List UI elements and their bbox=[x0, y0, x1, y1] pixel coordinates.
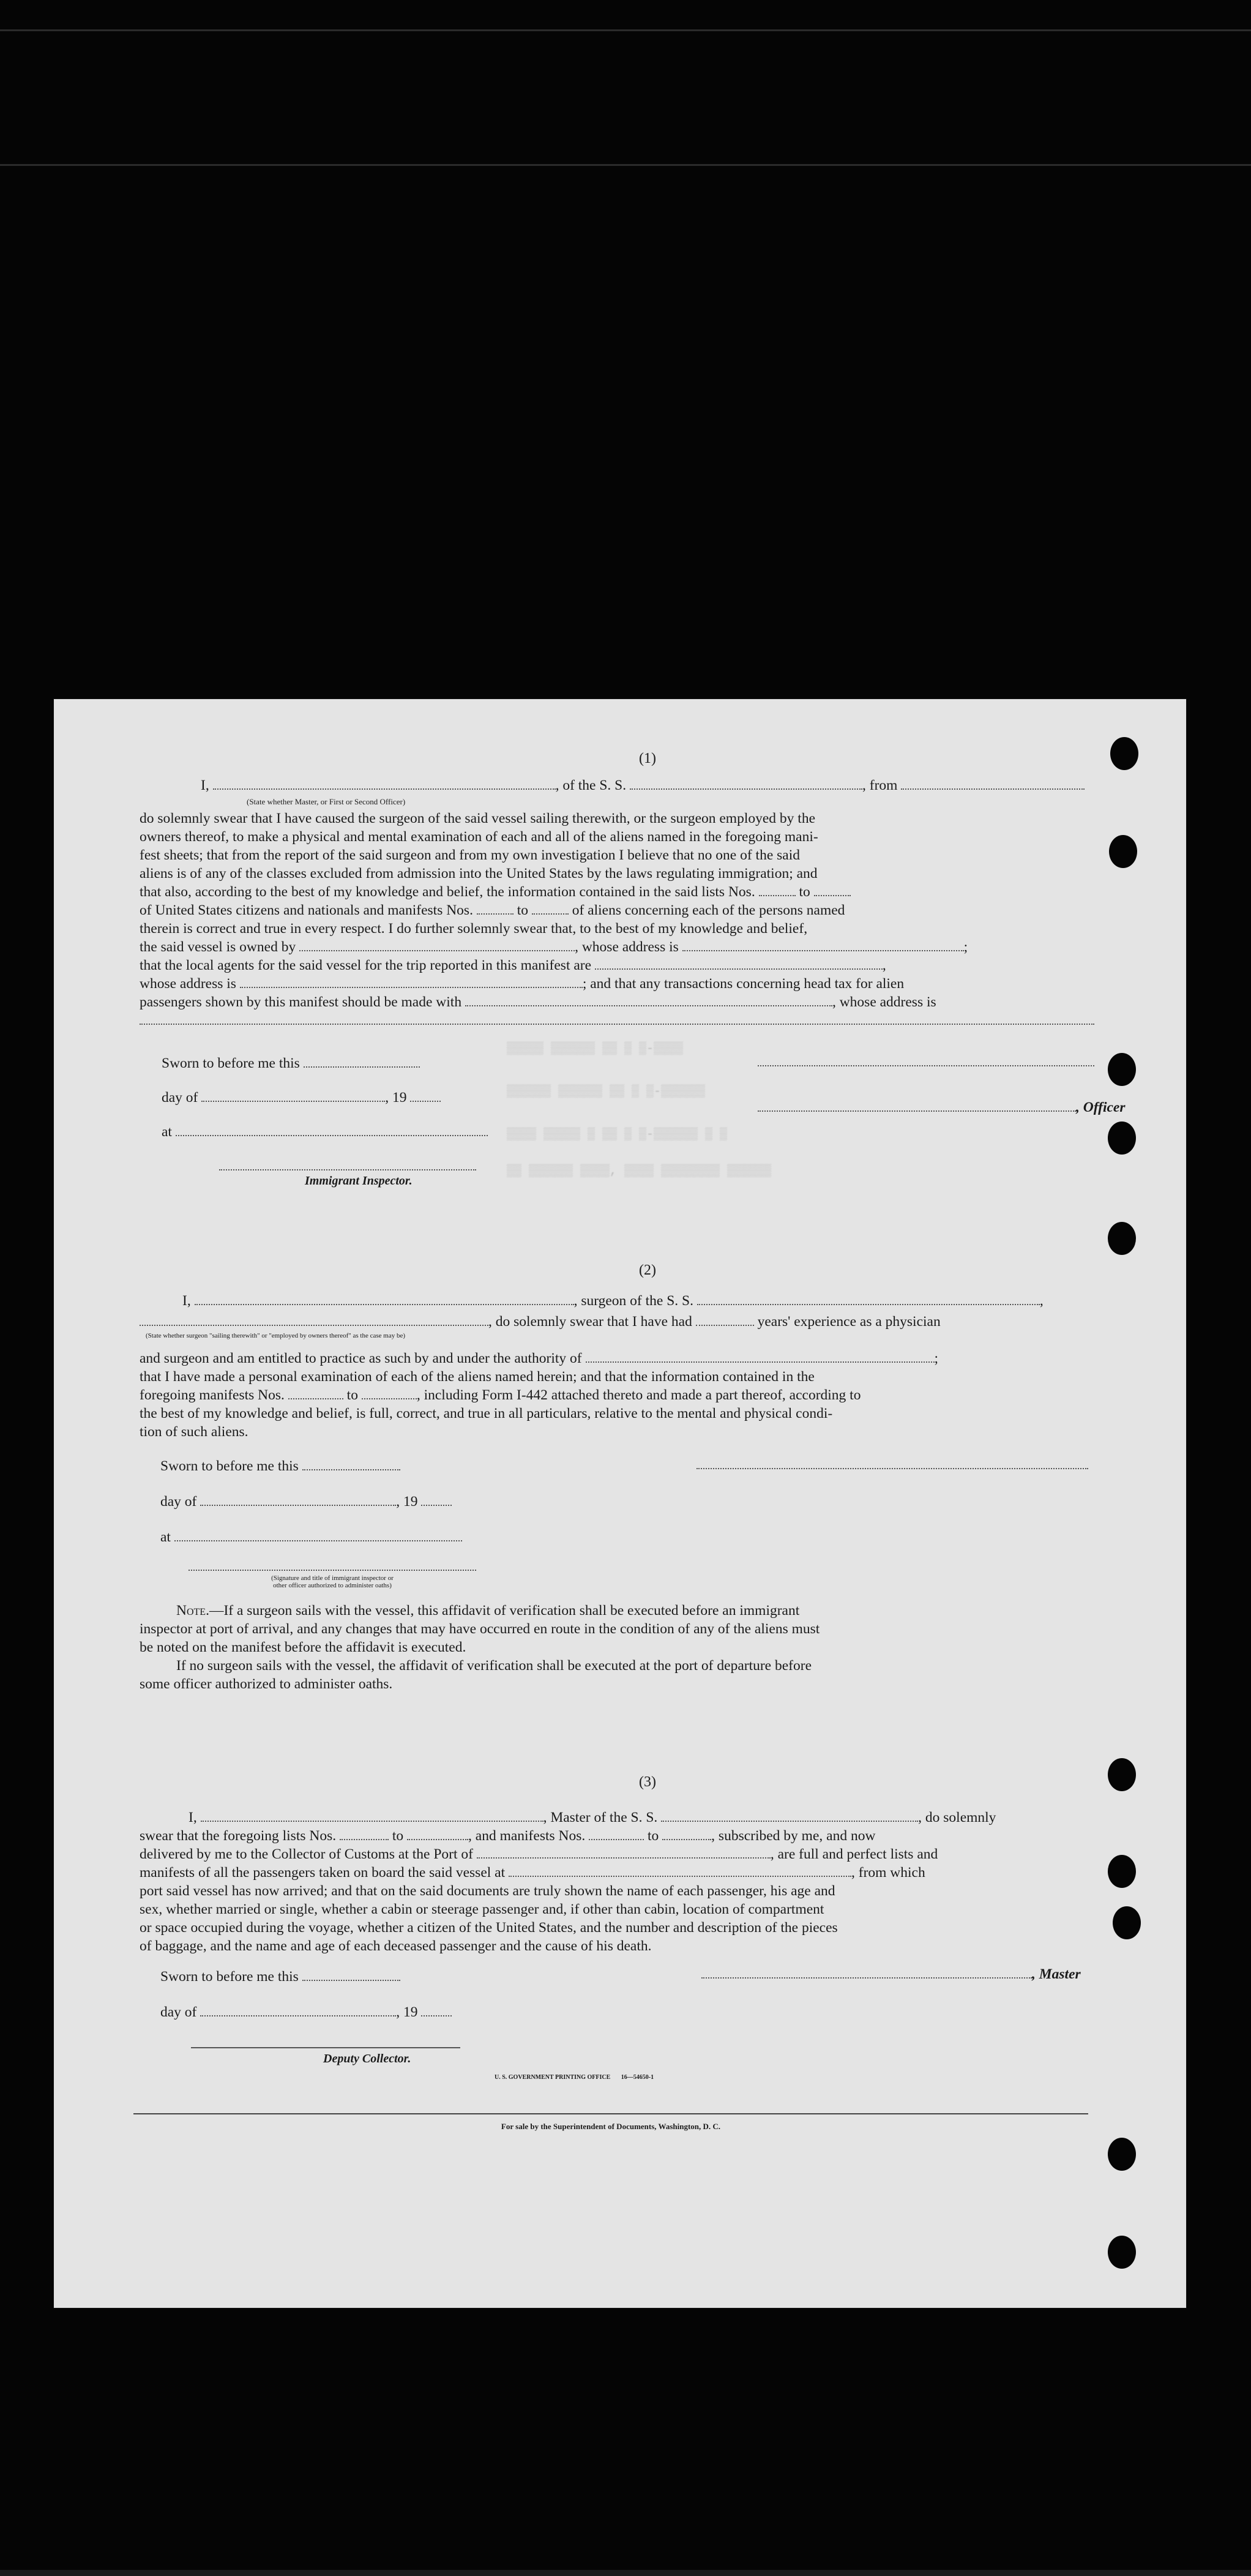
sailing-note: (State whether surgeon "sailing therewith" or "employed by owners thereof" as the case may be) bbox=[146, 1332, 406, 1339]
master-label: , Master bbox=[701, 1965, 1081, 1983]
section-1-heading: (1) bbox=[639, 751, 656, 766]
embarkation-port-field bbox=[509, 1865, 851, 1877]
scan-line-top bbox=[0, 29, 1251, 31]
punch-hole bbox=[1109, 835, 1137, 868]
officer-label: , Officer bbox=[758, 1098, 1149, 1117]
bleed-through-mark: ▒▒▒▒ ▒▒▒▒▒ ▒ ▒▒ ▒ ▒-▒▒▒▒▒▒ ▒ ▒ bbox=[507, 1128, 728, 1142]
agent-address-field bbox=[240, 976, 583, 988]
bleed-through-mark: ▒▒▒▒▒▒ ▒▒▒▒▒▒ ▒▒ ▒ ▒-▒▒▒▒▒▒ bbox=[507, 1085, 706, 1099]
section-2-heading: (2) bbox=[639, 1262, 656, 1278]
section-1-at: at bbox=[162, 1123, 488, 1141]
local-agents-field bbox=[595, 957, 883, 970]
bleed-through-mark: ▒▒ ▒▒▒▒▒▒ ▒▒▒▒, ▒▒▒▒ ▒▒▒▒▒▒▒▒ ▒▒▒▒▒▒ bbox=[507, 1164, 772, 1178]
signature-note: (Signature and title of immigrant inspector or other officer authorized to administer oaths) bbox=[271, 1574, 394, 1589]
owner-field bbox=[299, 939, 575, 951]
bleed-through-mark: ▒▒▒▒▒ ▒▒▒▒▒▒ ▒▒ ▒ ▒-▒▒▒▒ bbox=[507, 1042, 684, 1056]
document-page bbox=[54, 699, 1186, 2308]
section-2-note: Note.—If a surgeon sails with the vessel, this affidavit of verification shall be executed before an immigrant inspector at port of arrival, and any changes that may have occurred en route in the condition of any of the aliens must be noted on the manifest before the affidavit is executed. If no surgeon sails with the vessel, the affidavit of verification shall be executed at the port of departure before some officer authorized to administer oaths. bbox=[140, 1603, 820, 1692]
section-3-sworn: Sworn to before me this bbox=[160, 1968, 400, 1986]
punch-hole bbox=[1108, 1121, 1136, 1155]
officer-name-field bbox=[213, 777, 556, 790]
section-3-first-line: I, , Master of the S. S. , do solemnly bbox=[189, 1810, 996, 1825]
head-tax-party-field bbox=[465, 994, 832, 1006]
punch-hole bbox=[1108, 1053, 1136, 1086]
rank-note: (State whether Master, or First or Second Officer) bbox=[247, 797, 406, 806]
section-2-sworn: Sworn to before me this bbox=[160, 1457, 400, 1475]
section-1-sworn: Sworn to before me this bbox=[162, 1054, 420, 1073]
master-signature-line bbox=[701, 1966, 1032, 1979]
scan-edge-bottom bbox=[0, 2570, 1251, 2576]
port-field bbox=[477, 1846, 771, 1859]
owner-address-field bbox=[682, 939, 964, 951]
section-3-day: day of , 19 bbox=[160, 2003, 452, 2021]
section-2-day: day of , 19 bbox=[160, 1492, 452, 1511]
authority-field bbox=[586, 1350, 935, 1363]
departure-port-field bbox=[901, 777, 1085, 790]
section-3-body: swear that the foregoing lists Nos. to , and manifests Nos. to , subscribed by me, and now delivered by me to the Collector of Customs at the Port of , are full and perfect lists and manifests of all the passengers taken on board the said vessel at , from which port said vessel has now arrived; and that on the said documents are truly shown the name of each passenger, his age and sex, whether married or single, whether a cabin or steerage passenger and, if other than cabin, location of compartment or space occupied during the voyage, whether a citizen of the United States, and the number and description of the pieces of baggage, and the name and age of each deceased passenger and the cause of his death. bbox=[140, 1828, 938, 1954]
inspector-2-signature-line bbox=[189, 1570, 476, 1571]
years-experience-field bbox=[696, 1314, 754, 1326]
section-1-day: day of , 19 bbox=[162, 1088, 441, 1107]
inspector-signature-line bbox=[219, 1169, 476, 1170]
surgeon-vessel-field bbox=[697, 1293, 1040, 1305]
master-name-field bbox=[201, 1810, 543, 1822]
punch-hole bbox=[1108, 2138, 1136, 2171]
deputy-signature-line bbox=[191, 2047, 460, 2048]
punch-hole bbox=[1113, 1906, 1141, 1939]
officer-signature-line bbox=[758, 1065, 1094, 1066]
footer-rule bbox=[133, 2113, 1088, 2114]
section-2-body: and surgeon and am entitled to practice as such by and under the authority of ; that I have made a personal examination of each of the aliens named herein; and that the information contained in the foregoing manifests Nos. to , including Form I-442 attached thereto and made a part thereof, according to the best of my knowledge and belief, is full, correct, and true in all particulars, relative to the mental and physical condi- tion of such aliens. bbox=[140, 1350, 939, 1440]
punch-hole bbox=[1108, 1222, 1136, 1255]
master-vessel-field bbox=[661, 1810, 918, 1822]
section-2-first-line: I, , surgeon of the S. S. , bbox=[182, 1293, 1044, 1309]
deputy-collector-label: Deputy Collector. bbox=[323, 2052, 411, 2065]
for-sale-notice: For sale by the Superintendent of Documents, Washington, D. C. bbox=[501, 2122, 721, 2131]
section-1-first-line: I, , of the S. S. , from bbox=[201, 776, 1156, 795]
section-1-body: do solemnly swear that I have caused the surgeon of the said vessel sailing therewith, or the surgeon employed by the owners thereof, to make a physical and mental examination of each and all of the aliens named in the foregoing mani- fest sheets; that from the report of the said surgeon and from my own investigation I believe that no one of the said aliens is of any of the classes excluded from admission into the United States by the laws regulating immigration; and that also, according to the best of my knowledge and belief, the information contained in the said lists Nos. to of United States citizens and nationals and manifests Nos. to of aliens concerning each of the persons named therein is correct and true in every respect. I do further solemnly swear that, to the best of my knowledge and belief, the said vessel is owned by , whose address is ; that the local agents for the said vessel for the trip reported in this manifest are , whose address is ; and that any transactions concerning head tax for alien passengers shown by this manifest should be made with , whose address is bbox=[140, 809, 1094, 1030]
punch-hole bbox=[1108, 2236, 1136, 2269]
section-2-second-line: , do solemnly swear that I have had years' experience as a physician bbox=[140, 1312, 941, 1331]
section-2-at: at bbox=[160, 1528, 462, 1546]
immigrant-inspector-label: Immigrant Inspector. bbox=[305, 1174, 413, 1188]
scan-line-second bbox=[0, 164, 1251, 166]
surgeon-signature-line bbox=[696, 1468, 1088, 1469]
section-3-heading: (3) bbox=[639, 1774, 656, 1790]
printing-office-line: U. S. GOVERNMENT PRINTING OFFICE 16—54650-1 bbox=[495, 2074, 654, 2081]
surgeon-name-field bbox=[195, 1293, 574, 1305]
punch-hole bbox=[1108, 1855, 1136, 1888]
vessel-name-field bbox=[630, 777, 862, 790]
